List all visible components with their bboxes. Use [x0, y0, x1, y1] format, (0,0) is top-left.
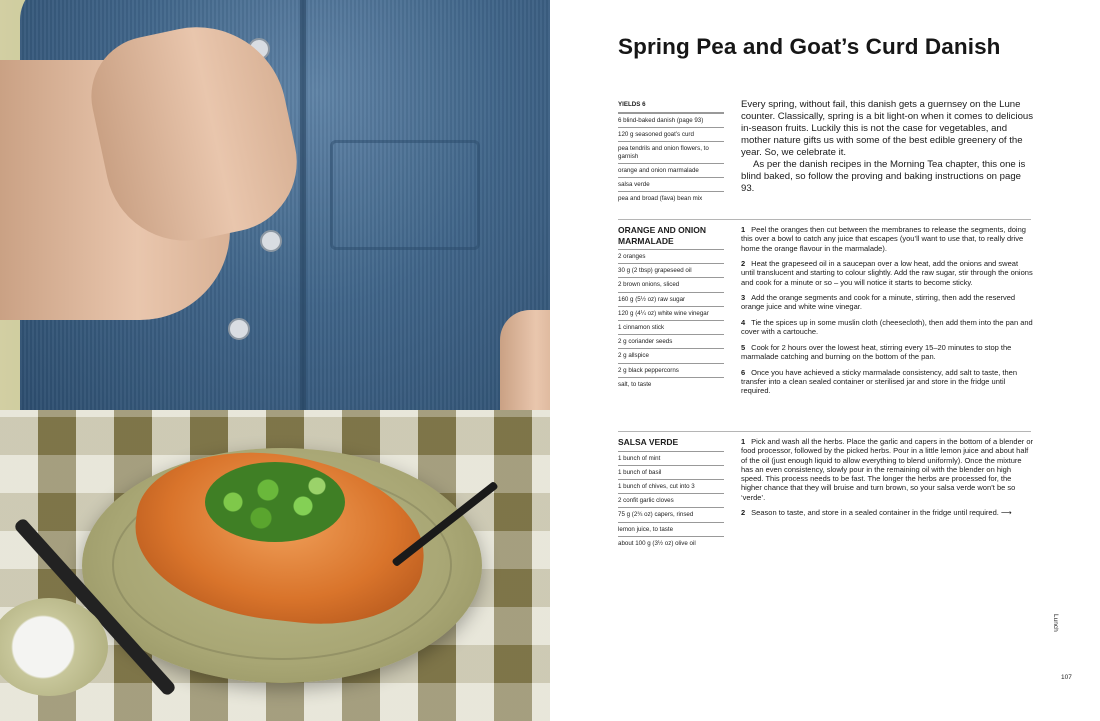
step-number: 6	[741, 367, 746, 377]
method-step	[741, 437, 1033, 502]
intro-paragraph: Every spring, without fail, this danish gets a guernsey on the Lune counter. Classically, spring is a bit light-on when it comes to delicious in-season fruits. Luckily this is not the case for vegetables, and mother nature gifts us with some of the best edible greenery of the year. So, we celebrate it.	[741, 99, 1034, 158]
salsa-heading: SALSA VERDE	[618, 437, 679, 447]
ingredient-item: 2 g allspice	[618, 349, 724, 363]
step-number: 2	[741, 259, 746, 269]
salsa-method	[741, 437, 1033, 524]
step-number: 1	[741, 437, 746, 446]
step-text: Heat the grapeseed oil in a saucepan over a low heat, add the onions and sweat until translucent and starting to colour slightly. Add the raw sugar, stir through the onions and cook for a minute or so – you will notice it starts to become sticky.	[741, 259, 1033, 287]
page-number: 107	[1061, 674, 1072, 681]
marmalade-heading: ORANGE AND ONION MARMALADE	[618, 225, 706, 246]
shirt-pocket	[330, 140, 480, 250]
method-step	[741, 318, 1033, 337]
step-text: Peel the oranges then cut between the membranes to release the segments, doing this over a bowl to catch any juice that escapes (you’ll want to use that, to really drive home the orange flavour in the marmalade).	[741, 225, 1026, 253]
ingredient-item: 75 g (2¾ oz) capers, rinsed	[618, 508, 724, 522]
intro-text	[741, 99, 1036, 195]
pea-garnish	[205, 462, 345, 542]
ingredient-item: 2 brown onions, sliced	[618, 278, 724, 292]
main-ingredient-list	[618, 101, 724, 205]
step-text: Add the orange segments and cook for a minute, stirring, then add the reserved orange juice and white wine vinegar.	[741, 293, 1016, 312]
ingredient-item: salt, to taste	[618, 380, 652, 388]
ingredient-item: 120 g seasoned goat’s curd	[618, 128, 724, 142]
method-step	[741, 225, 1033, 253]
step-text: Pick and wash all the herbs. Place the garlic and capers in the bottom of a blender or food processor, followed by the picked herbs. Pour in a little lemon juice and about half of the oil (just enough liquid to allow everything to blend uniformly). Once the mixture has an even consistency, slowly pour in the remaining oil with the blender on high speed. This process needs to be fast. The longer the herbs are processed for, the higher chance that they will bruise and turn brown, so your salsa verde won’t be so ‘verde’.	[741, 437, 1034, 502]
recipe-page	[550, 0, 1100, 721]
ingredient-item: 1 bunch of chives, cut into 3	[618, 480, 724, 494]
intro-paragraph: As per the danish recipes in the Morning Tea chapter, this one is blind baked, so follow the proving and baking instructions on page 93.	[741, 159, 1026, 194]
shirt-button	[260, 230, 282, 252]
step-number: 4	[741, 317, 746, 327]
salsa-ingredient-list	[618, 437, 724, 550]
step-text: Tie the spices up in some muslin cloth (cheesecloth), then add them into the pan and cover with a cartouche.	[741, 317, 1033, 337]
marmalade-method	[741, 225, 1033, 402]
method-step	[741, 508, 1033, 517]
ingredient-item: pea tendrils and onion flowers, to garnish	[618, 142, 724, 163]
ingredient-item: 2 confit garlic cloves	[618, 494, 724, 508]
section-divider	[618, 219, 1031, 220]
method-step	[741, 368, 1033, 396]
step-number: 2	[741, 508, 746, 518]
step-number: 3	[741, 293, 746, 303]
ingredient-item: 6 blind-baked danish (page 93)	[618, 113, 724, 128]
section-divider	[618, 431, 1031, 432]
ingredient-item: 2 oranges	[618, 249, 724, 264]
ingredient-item: 2 g black peppercorns	[618, 364, 724, 378]
step-number: 5	[741, 342, 746, 352]
ingredient-item: lemon juice, to taste	[618, 523, 724, 537]
step-number: 1	[741, 225, 746, 234]
ingredient-item: about 100 g (3½ oz) olive oil	[618, 539, 696, 547]
yield-heading: YIELDS 6	[618, 101, 724, 113]
shirt-button	[228, 318, 250, 340]
ingredient-item: 2 g coriander seeds	[618, 335, 724, 349]
recipe-title: Spring Pea and Goat’s Curd Danish	[618, 34, 1001, 59]
marmalade-ingredient-list	[618, 225, 724, 391]
ingredient-item: salsa verde	[618, 178, 724, 192]
ingredient-item: orange and onion marmalade	[618, 164, 724, 178]
ingredient-item: pea and broad (fava) bean mix	[618, 195, 703, 203]
step-text: Season to taste, and store in a sealed container in the fridge until required. ⟶	[751, 508, 1012, 518]
ingredient-item: 1 cinnamon stick	[618, 321, 724, 335]
ingredient-item: 1 bunch of mint	[618, 451, 724, 466]
ingredient-item: 160 g (5½ oz) raw sugar	[618, 293, 724, 307]
chapter-tab: Lunch	[1052, 614, 1059, 632]
method-step	[741, 293, 1033, 312]
ingredient-item: 30 g (2 tbsp) grapeseed oil	[618, 264, 724, 278]
shirt-placket	[300, 0, 306, 430]
ingredient-item: 1 bunch of basil	[618, 466, 724, 480]
ingredient-item: 120 g (4¼ oz) white wine vinegar	[618, 307, 724, 321]
method-step	[741, 343, 1033, 362]
method-step	[741, 259, 1033, 287]
step-text: Once you have achieved a sticky marmalade consistency, add salt to taste, then transfer into a clean sealed container or sterilised jar and store in the fridge until required.	[741, 367, 1018, 396]
step-text: Cook for 2 hours over the lowest heat, stirring every 15–20 minutes to stop the marmalade catching and burning on the bottom of the pan.	[741, 342, 1012, 362]
